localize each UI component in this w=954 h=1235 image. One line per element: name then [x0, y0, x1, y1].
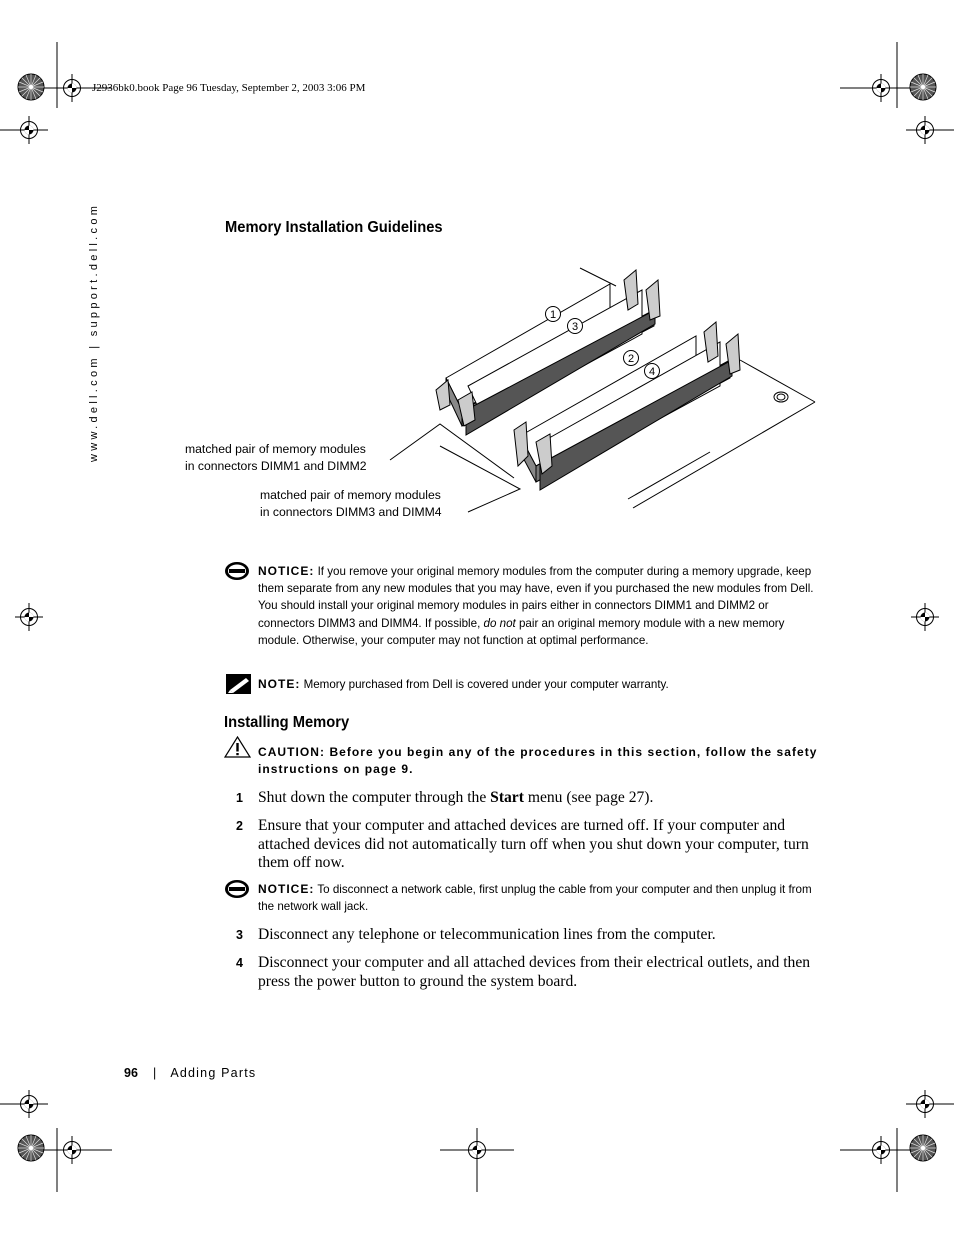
crop-registration-mark-icon: [867, 74, 895, 102]
crop-registration-mark-icon: [463, 1136, 491, 1164]
section-title: Memory Installation Guidelines: [225, 219, 443, 236]
sidebar-url: www.dell.com | support.dell.com: [88, 202, 100, 462]
page-footer: [124, 1062, 256, 1081]
callout-1: [546, 307, 561, 322]
footer-section-title: Adding Parts: [170, 1066, 257, 1080]
crop-registration-mark-icon: [911, 1090, 939, 1118]
step-number: 2: [236, 819, 243, 833]
print-starburst-icon: [910, 74, 936, 100]
page-number: 96: [124, 1066, 138, 1080]
footer-separator: |: [153, 1066, 157, 1080]
section-heading-installing: [224, 714, 360, 732]
crop-registration-mark-icon: [867, 1136, 895, 1164]
section-heading-guidelines: [225, 219, 462, 237]
caution-safety: CAUTION: Before you begin any of the procedures in this section, follow the safety instructions on page 9.: [258, 745, 818, 776]
figure-label-pair-1: matched pair of memory modules in connectors DIMM1 and DIMM2: [185, 442, 367, 473]
crop-registration-mark-icon: [15, 1090, 43, 1118]
callout-1-label: 1: [549, 309, 557, 321]
step-1-text: Shut down the computer through the Start menu (see page 27).: [258, 789, 654, 806]
print-starburst-icon: [18, 74, 44, 100]
step-2-text: Ensure that your computer and attached devices are turned off. If your computer and attached devices did not automatically turn off when you shut down your computer, turn them off now.: [258, 817, 809, 871]
notice-icon: [224, 879, 251, 901]
callout-2: [624, 351, 639, 366]
memory-modules-illustration: [380, 260, 820, 520]
print-starburst-icon: [910, 1135, 936, 1161]
figure-label-pair-2: matched pair of memory modules in connectors DIMM3 and DIMM4: [260, 488, 442, 519]
note-warranty: NOTE: Memory purchased from Dell is covered under your computer warranty.: [258, 677, 669, 691]
callout-3: [568, 319, 583, 334]
callout-3-label: 3: [571, 321, 579, 333]
section-title: Installing Memory: [224, 714, 350, 731]
callout-4: [645, 364, 660, 379]
step-number: 3: [236, 928, 243, 942]
callout-2-label: 2: [627, 353, 635, 365]
step-number: 1: [236, 791, 243, 805]
callout-4-label: 4: [648, 366, 656, 378]
step-number: 4: [236, 956, 243, 970]
notice-icon: [224, 561, 251, 583]
notice-memory-modules: NOTICE: If you remove your original memory modules from the computer during a memory upgrade, keep them separate from any new modules that you may have, even if you purchased the new modules from Dell. You should install your original memory modules in pairs either in connectors DIMM1 and DIMM2 or connectors DIMM3 and DIMM4. If possible, do not pair an original memory module with a new memory module. Otherwise, your computer may not function at optimal performance.: [258, 564, 814, 647]
crop-registration-mark-icon: [911, 116, 939, 144]
crop-registration-mark-icon: [15, 603, 43, 631]
print-slug: J2936bk0.book Page 96 Tuesday, September 2, 2003 3:06 PM: [92, 82, 366, 94]
notice-network-cable: NOTICE: To disconnect a network cable, first unplug the cable from your computer and then unplug it from the network wall jack.: [258, 882, 812, 914]
crop-registration-mark-icon: [58, 1136, 86, 1164]
crop-registration-mark-icon: [58, 74, 86, 102]
caution-triangle-icon: [224, 736, 251, 758]
print-starburst-icon: [18, 1135, 44, 1161]
step-3-text: Disconnect any telephone or telecommunication lines from the computer.: [258, 926, 716, 943]
note-pencil-icon: [226, 674, 251, 694]
step-4-text: Disconnect your computer and all attached devices from their electrical outlets, and then press the power button to ground the system board.: [258, 954, 811, 990]
crop-registration-mark-icon: [911, 603, 939, 631]
crop-registration-mark-icon: [15, 116, 43, 144]
